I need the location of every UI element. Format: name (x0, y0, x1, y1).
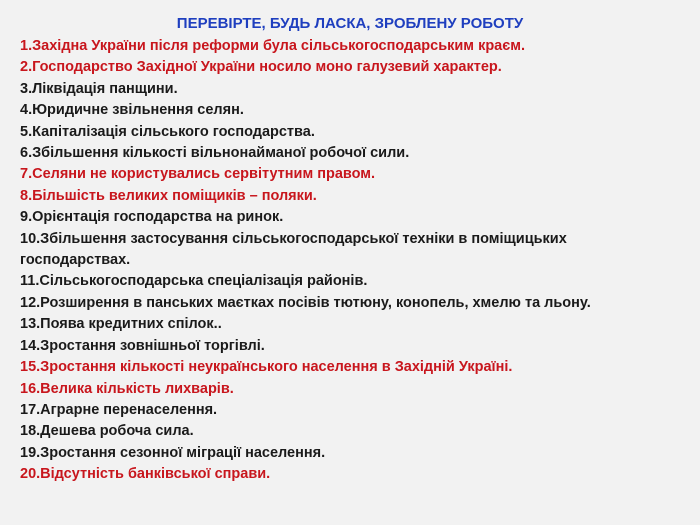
list-item: 3.Ліквідація панщини. (20, 80, 178, 97)
list-item: 1.Західна України після реформи була сільськогосподарським краєм. (20, 38, 526, 54)
list-item: 5.Капіталізація сільського господарства. (20, 123, 315, 140)
list-item: 2.Господарство Західної України носило моно галузевий характер. (20, 59, 502, 76)
list-item: 10.Збільшення застосування сільськогосподарської техніки в поміщицьких господарствах. (20, 230, 567, 269)
list-item: 19.Зростання сезонної міграції населення. (20, 444, 326, 461)
list-item: 20.Відсутність банківської справи. (20, 466, 271, 483)
list-item: 9.Орієнтація господарства на ринок. (20, 209, 284, 226)
list-item: 18.Дешева робоча сила. (20, 423, 194, 440)
list-item: 17.Аграрне перенаселення. (20, 401, 218, 418)
list-item: 11.Сільськогосподарська спеціалізація районів. (20, 273, 368, 290)
list-item: 12.Розширення в панських маєтках посівів тютюну, конопель, хмелю та льону. (20, 294, 591, 311)
list-item: 4.Юридичне звільнення селян. (20, 102, 244, 119)
list-item: 7.Селяни не користувались сервітутним правом. (20, 166, 376, 183)
list-item: 14.Зростання зовнішньої торгівлі. (20, 337, 265, 354)
list-item: 16.Велика кількість лихварів. (20, 380, 234, 397)
page-title: ПЕРЕВІРТЕ, БУДЬ ЛАСКА, ЗРОБЛЕНУ РОБОТУ (176, 15, 524, 32)
statements-list (20, 36, 680, 486)
list-item: 8.Більшість великих поміщиків – поляки. (20, 187, 317, 204)
list-item: 15.Зростання кількості неукраїнського населення в Західній Україні. (20, 359, 513, 376)
list-item: 13.Поява кредитних спілок.. (20, 316, 222, 333)
list-item: 6.Збільшення кількості вільнонайманої робочої сили. (20, 145, 410, 162)
